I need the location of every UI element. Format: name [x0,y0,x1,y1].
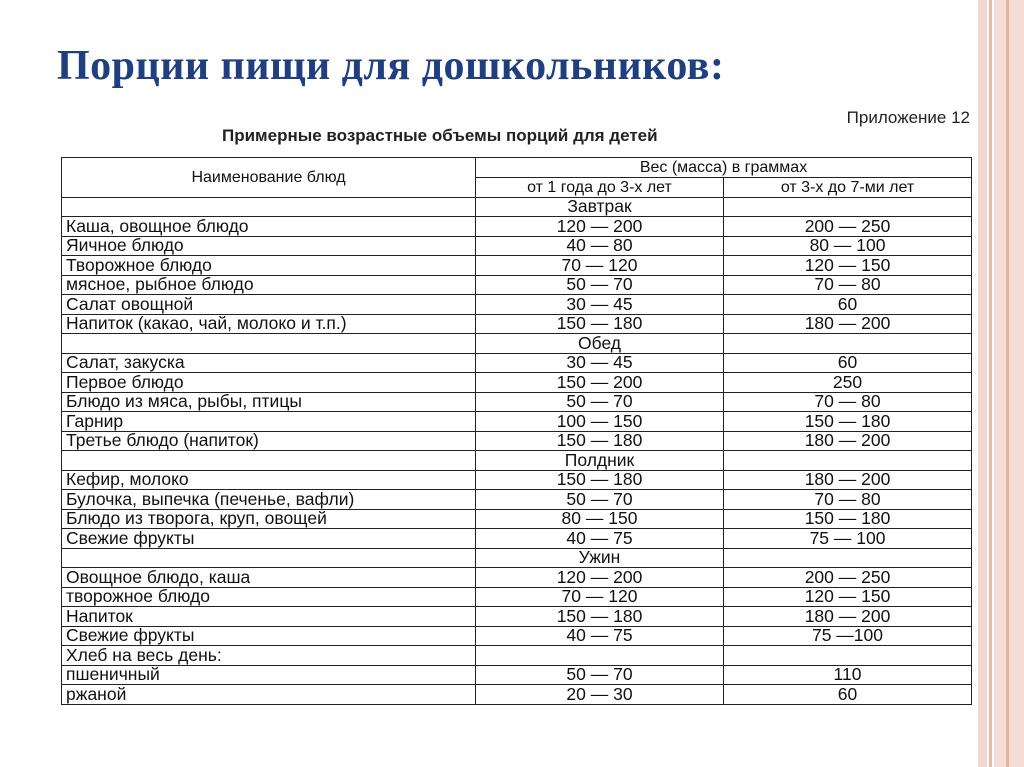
table-row [62,256,972,276]
portion-age2: 110 [724,665,972,685]
dish-name: Овощное блюдо, каша [62,568,476,588]
table-row [62,353,972,373]
section-spacer-cell [724,197,972,217]
portion-age1: 70 — 120 [476,587,724,607]
dish-name: Салат овощной [62,295,476,315]
portion-age2: 250 [724,373,972,393]
portion-age2: 180 — 200 [724,314,972,334]
portion-age2: 120 — 150 [724,256,972,276]
dish-name: Напиток [62,607,476,627]
section-spacer-cell [62,334,476,354]
table-row [62,373,972,393]
portion-age1: 50 — 70 [476,490,724,510]
portion-age2: 70 — 80 [724,392,972,412]
portions-table [61,157,972,705]
dish-name: Творожное блюдо [62,256,476,276]
portion-age2: 120 — 150 [724,587,972,607]
table-row [62,665,972,685]
table-row [62,217,972,237]
table-row [62,236,972,256]
portion-age2: 150 — 180 [724,412,972,432]
table-body [62,197,972,704]
section-header-row [62,548,972,568]
portion-age2: 180 — 200 [724,431,972,451]
table-row [62,490,972,510]
section-spacer-cell [62,197,476,217]
portion-age1: 150 — 200 [476,373,724,393]
table-row [62,314,972,334]
portion-age1: 30 — 45 [476,353,724,373]
dish-name: творожное блюдо [62,587,476,607]
decorative-stripe [994,0,1024,767]
dish-name: Каша, овощное блюдо [62,217,476,237]
portion-age2: 75 —100 [724,626,972,646]
dish-name: Свежие фрукты [62,529,476,549]
slide-title: Порции пищи для дошкольников: [57,43,725,89]
portion-age1: 30 — 45 [476,295,724,315]
portion-age2: 70 — 80 [724,490,972,510]
dish-name: ржаной [62,685,476,705]
section-name: Обед [476,334,724,354]
section-name: Полдник [476,451,724,471]
decorative-stripe [989,0,992,767]
section-name: Завтрак [476,197,724,217]
section-name: Ужин [476,548,724,568]
decorative-stripe [1006,0,1009,767]
portion-age1: 40 — 75 [476,626,724,646]
portion-age1: 40 — 75 [476,529,724,549]
portion-age1: 50 — 70 [476,275,724,295]
dish-name: Салат, закуска [62,353,476,373]
section-spacer-cell [724,548,972,568]
portion-age2: 180 — 200 [724,470,972,490]
dish-name: Яичное блюдо [62,236,476,256]
portion-age1: 70 — 120 [476,256,724,276]
table-row [62,529,972,549]
table-row [62,412,972,432]
section-spacer-cell [62,548,476,568]
portion-age2: 80 — 100 [724,236,972,256]
portion-age1: 150 — 180 [476,607,724,627]
table-row [62,275,972,295]
portion-age2: 70 — 80 [724,275,972,295]
portion-age2: 60 [724,685,972,705]
table-row [62,646,972,666]
age1-column-header: от 1 года до 3-х лет [476,178,724,198]
decorative-stripe [978,0,987,767]
portion-age1: 150 — 180 [476,314,724,334]
portion-age1 [476,646,724,666]
dish-name: Кефир, молоко [62,470,476,490]
table-row [62,431,972,451]
weight-column-header: Вес (масса) в граммах [476,158,972,178]
dish-name: Блюдо из творога, круп, овощей [62,509,476,529]
table-row [62,626,972,646]
section-header-row [62,334,972,354]
dish-name: пшеничный [62,665,476,685]
dish-column-header: Наименование блюд [62,158,476,198]
dish-name: мясное, рыбное блюдо [62,275,476,295]
table-row [62,470,972,490]
portion-age1: 50 — 70 [476,392,724,412]
portion-age1: 20 — 30 [476,685,724,705]
portion-age1: 120 — 200 [476,568,724,588]
portion-age1: 50 — 70 [476,665,724,685]
dish-name: Хлеб на весь день: [62,646,476,666]
dish-name: Напиток (какао, чай, молоко и т.п.) [62,314,476,334]
section-header-row [62,197,972,217]
section-spacer-cell [62,451,476,471]
dish-name: Гарнир [62,412,476,432]
table-row [62,568,972,588]
portion-age2: 200 — 250 [724,568,972,588]
portion-age1: 80 — 150 [476,509,724,529]
portion-age1: 40 — 80 [476,236,724,256]
appendix-label: Приложение 12 [846,108,970,127]
table-row [62,392,972,412]
portion-age2: 180 — 200 [724,607,972,627]
section-spacer-cell [724,334,972,354]
portion-age2: 150 — 180 [724,509,972,529]
portion-age2 [724,646,972,666]
portion-age1: 100 — 150 [476,412,724,432]
table-caption: Примерные возрастные объемы порций для детей [222,126,658,145]
portion-age2: 60 [724,353,972,373]
dish-name: Первое блюдо [62,373,476,393]
dish-name: Свежие фрукты [62,626,476,646]
portion-age1: 150 — 180 [476,470,724,490]
portion-age2: 75 — 100 [724,529,972,549]
portion-age1: 150 — 180 [476,431,724,451]
section-spacer-cell [724,451,972,471]
age2-column-header: от 3-х до 7-ми лет [724,178,972,198]
section-header-row [62,451,972,471]
table-row [62,509,972,529]
dish-name: Блюдо из мяса, рыбы, птицы [62,392,476,412]
dish-name: Третье блюдо (напиток) [62,431,476,451]
dish-name: Булочка, выпечка (печенье, вафли) [62,490,476,510]
portion-age2: 200 — 250 [724,217,972,237]
portion-age2: 60 [724,295,972,315]
table-row [62,587,972,607]
portion-age1: 120 — 200 [476,217,724,237]
table-row [62,607,972,627]
table-row [62,295,972,315]
table-row [62,685,972,705]
